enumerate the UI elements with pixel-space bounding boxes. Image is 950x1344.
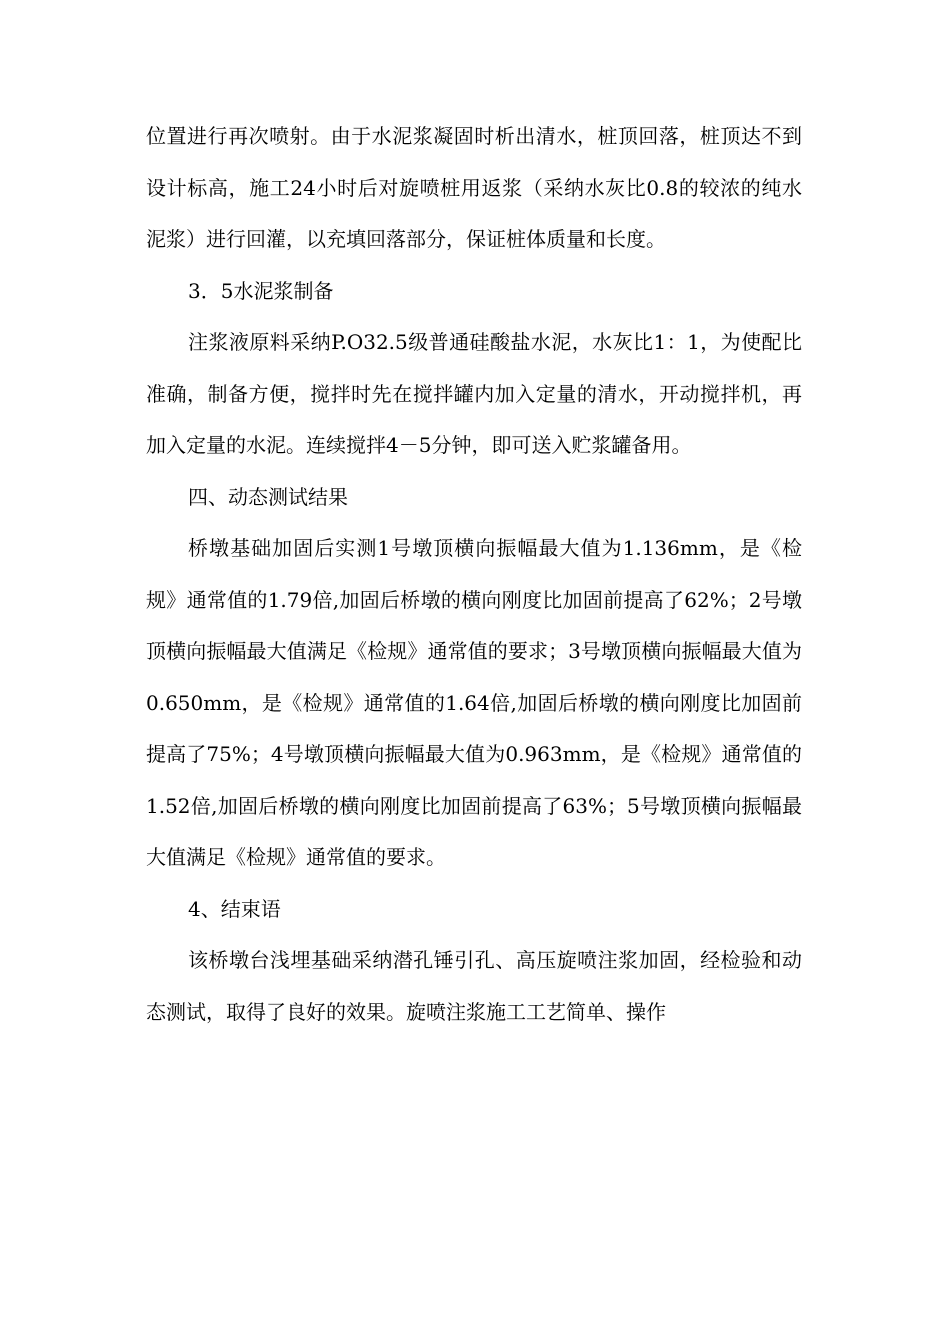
section-heading-conclusion: 4、结束语	[188, 896, 281, 921]
paragraph-continuation: 位置进行再次喷射。由于水泥浆凝固时析出清水，桩顶回落，桩顶达不到设计标高，施工24小时后对旋喷桩用返浆（采纳水灰比0.8的较浓的纯水泥浆）进行回灌，以充填回落部分，保证桩体质量和长度。	[146, 124, 802, 251]
paragraph-test-results: 桥墩基础加固后实测1号墩顶横向振幅最大值为1.136mm，是《检规》通常值的1.79倍,加固后桥墩的横向刚度比加固前提高了62%；2号墩顶横向振幅最大值满足《检规》通常值的要求；3号墩顶横向振幅最大值为0.650mm，是《检规》通常值的1.64倍,加固后桥墩的横向刚度比加固前提高了75%；4号墩顶横向振幅最大值为0.963mm，是《检规》通常值的1.52倍,加固后桥墩的横向刚度比加固前提高了63%；5号墩顶横向振幅最大值满足《检规》通常值的要求。	[146, 536, 802, 869]
paragraph-cement-preparation: 注浆液原料采纳P.O32.5级普通硅酸盐水泥，水灰比1：1，为使配比准确，制备方便，搅拌时先在搅拌罐内加入定量的清水，开动搅拌机，再加入定量的水泥。连续搅拌4－5分钟，即可送入贮浆罐备用。	[146, 330, 802, 457]
document-body	[146, 111, 802, 1038]
section-heading-dynamic-test: 四、动态测试结果	[188, 484, 348, 509]
paragraph-conclusion: 该桥墩台浅埋基础采纳潜孔锤引孔、高压旋喷注浆加固，经检验和动态测试，取得了良好的效果。旋喷注浆施工工艺简单、操作	[146, 948, 802, 1024]
section-heading-3-5: 3．5水泥浆制备	[188, 278, 334, 303]
